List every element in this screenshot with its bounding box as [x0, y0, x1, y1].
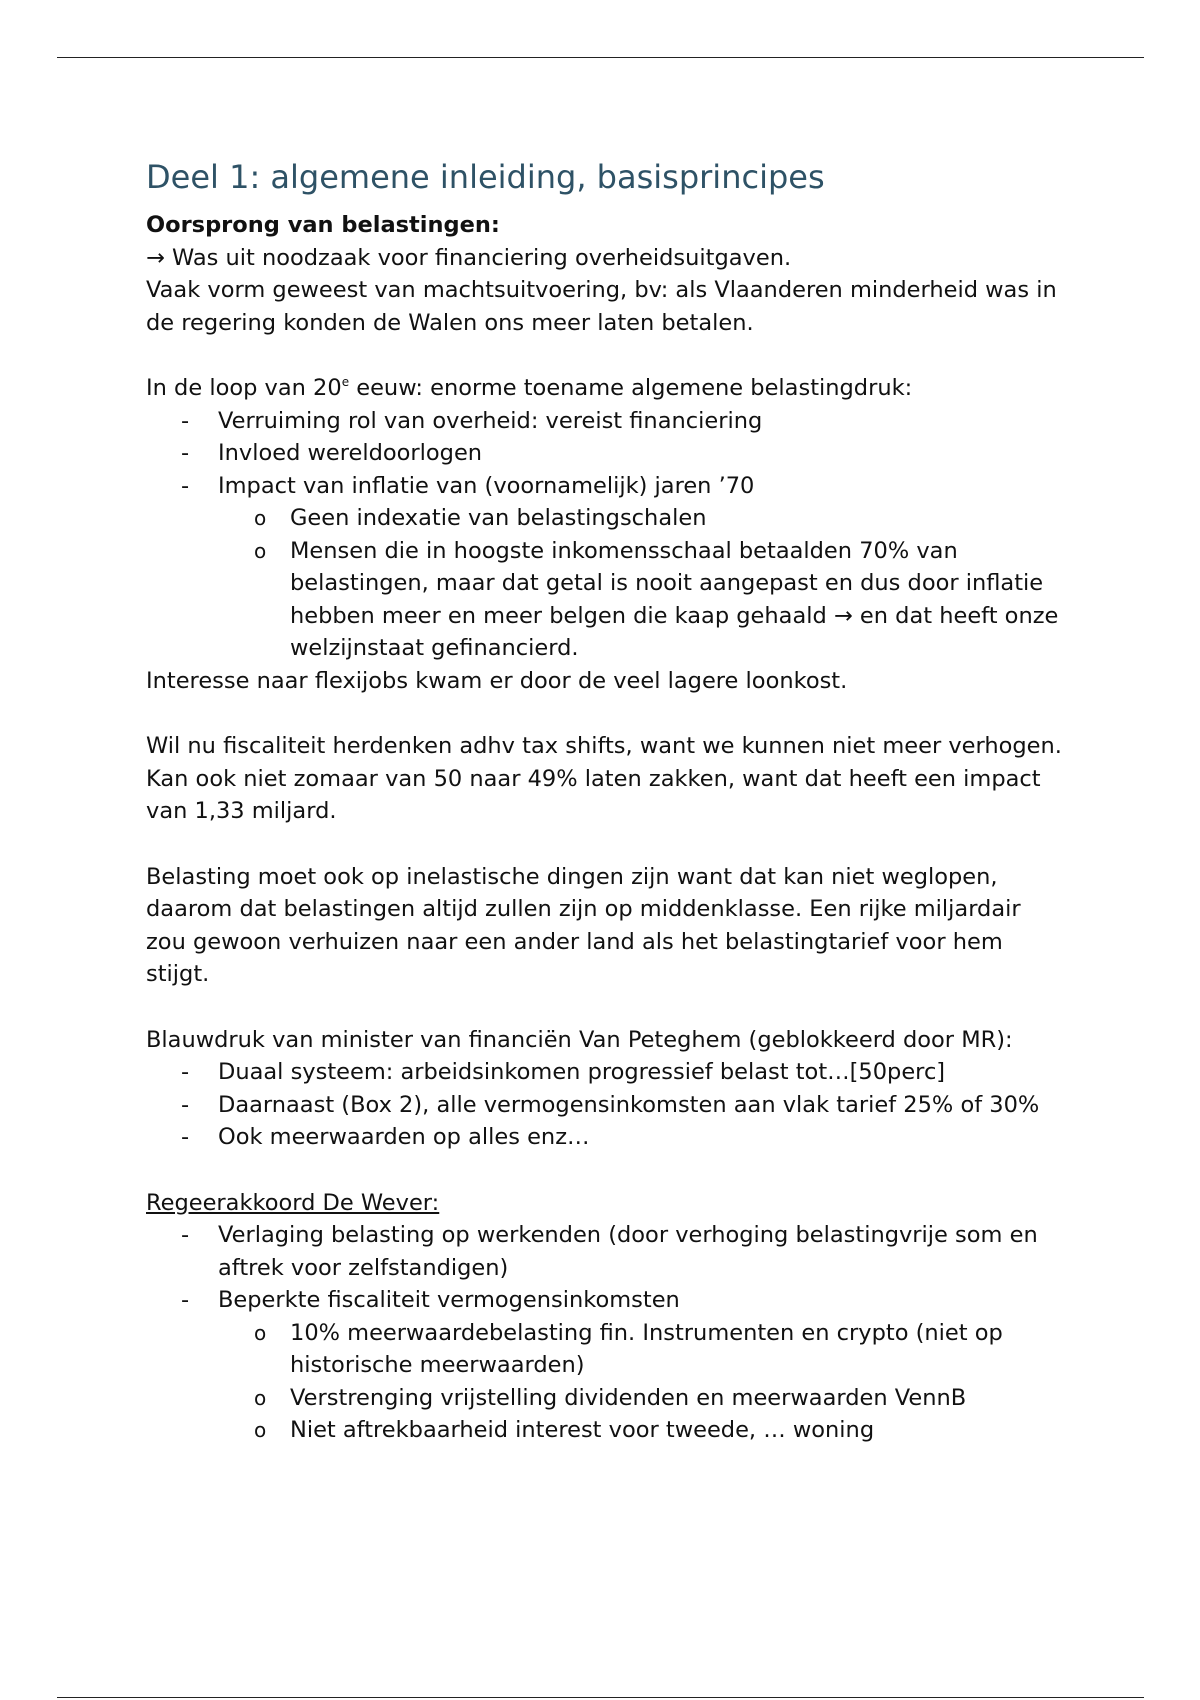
- paragraph: Vaak vorm geweest van machtsuitvoering, bv: als Vlaanderen minderheid was in de regering konden de Walen ons meer laten betalen.: [146, 277, 1057, 336]
- list-item: - Verruiming rol van overheid: vereist financiering: [146, 405, 1066, 438]
- sub-list-item: o Geen indexatie van belastingschalen: [146, 502, 1066, 535]
- dash-marker: -: [181, 1222, 190, 1248]
- circle-marker: o: [254, 1418, 267, 1442]
- paragraph-20e-eeuw: In de loop van 20e eeuw: enorme toename algemene belastingdruk:: [146, 375, 913, 401]
- circle-marker: o: [254, 1385, 267, 1410]
- list-item: - Verlaging belasting op werkenden (door verhoging belastingvrije som en aftrek voor zelfstandigen): [146, 1219, 1066, 1284]
- bullet-list: [146, 1056, 1066, 1154]
- circle-marker: o: [254, 1320, 267, 1345]
- dash-marker: -: [181, 1091, 190, 1118]
- paragraph: Wil nu fiscaliteit herdenken adhv tax shifts, want we kunnen niet meer verhogen.: [146, 733, 1062, 759]
- sub-list-item: o Verstrenging vrijstelling dividenden en meerwaarden VennB: [146, 1382, 1066, 1415]
- dash-marker: -: [181, 472, 190, 499]
- dash-marker: -: [181, 1124, 190, 1150]
- dash-marker: -: [181, 1287, 190, 1313]
- list-item: - Daarnaast (Box 2), alle vermogensinkomsten aan vlak tarief 25% of 30%: [146, 1089, 1066, 1122]
- list-item: - Invloed wereldoorlogen: [146, 437, 1066, 470]
- footer-rule: [57, 1697, 1144, 1698]
- document-body: [146, 157, 1066, 1447]
- circle-marker: o: [254, 506, 267, 530]
- sub-bullet-list: [146, 1317, 1066, 1447]
- list-item: - Duaal systeem: arbeidsinkomen progressief belast tot…[50perc]: [146, 1056, 1066, 1089]
- list-item: - Beperkte fiscaliteit vermogensinkomsten: [146, 1284, 1066, 1317]
- page-heading: Deel 1: algemene inleiding, basisprincipes: [146, 158, 825, 196]
- header-rule: [57, 57, 1144, 58]
- sub-bullet-list: [146, 502, 1066, 665]
- list-item: - Ook meerwaarden op alles enz…: [146, 1121, 1066, 1154]
- paragraph: → Was uit noodzaak voor financiering overheidsuitgaven.: [146, 244, 792, 271]
- dash-marker: -: [181, 1059, 190, 1085]
- sub-list-item: o Mensen die in hoogste inkomensschaal betaalden 70% van belastingen, maar dat getal is nooit aangepast en dus door inflatie hebben meer en meer belgen die kaap gehaald → en dat heeft onze welzijnstaat gefinancierd.: [146, 535, 1066, 665]
- paragraph: Kan ook niet zomaar van 50 naar 49% laten zakken, want dat heeft een impact van 1,33 miljard.: [146, 765, 1041, 824]
- dash-marker: -: [181, 407, 190, 434]
- sub-list-item: o Niet aftrekbaarheid interest voor tweede, … woning: [146, 1414, 1066, 1447]
- list-item: - Impact van inflatie van (voornamelijk) jaren ’70: [146, 470, 1066, 503]
- section-title-regeerakkoord: Regeerakkoord De Wever:: [146, 1189, 440, 1216]
- dash-marker: -: [181, 440, 190, 466]
- circle-marker: o: [254, 538, 267, 563]
- sub-list-item: o 10% meerwaardebelasting fin. Instrumenten en crypto (niet op historische meerwaarden): [146, 1317, 1066, 1382]
- bullet-list: [146, 1219, 1066, 1317]
- section-title-oorsprong: Oorsprong van belastingen:: [146, 212, 500, 238]
- paragraph: Blauwdruk van minister van financiën Van Peteghem (geblokkeerd door MR):: [146, 1026, 1013, 1053]
- bullet-list: [146, 405, 1066, 503]
- paragraph: Interesse naar flexijobs kwam er door de veel lagere loonkost.: [146, 667, 848, 694]
- paragraph: Belasting moet ook op inelastische dingen zijn want dat kan niet weglopen, daarom dat belastingen altijd zullen zijn op middenklasse. Een rijke miljardair zou gewoon verhuizen naar een ander land als het belastingtarief voor hem stijgt.: [146, 863, 1021, 987]
